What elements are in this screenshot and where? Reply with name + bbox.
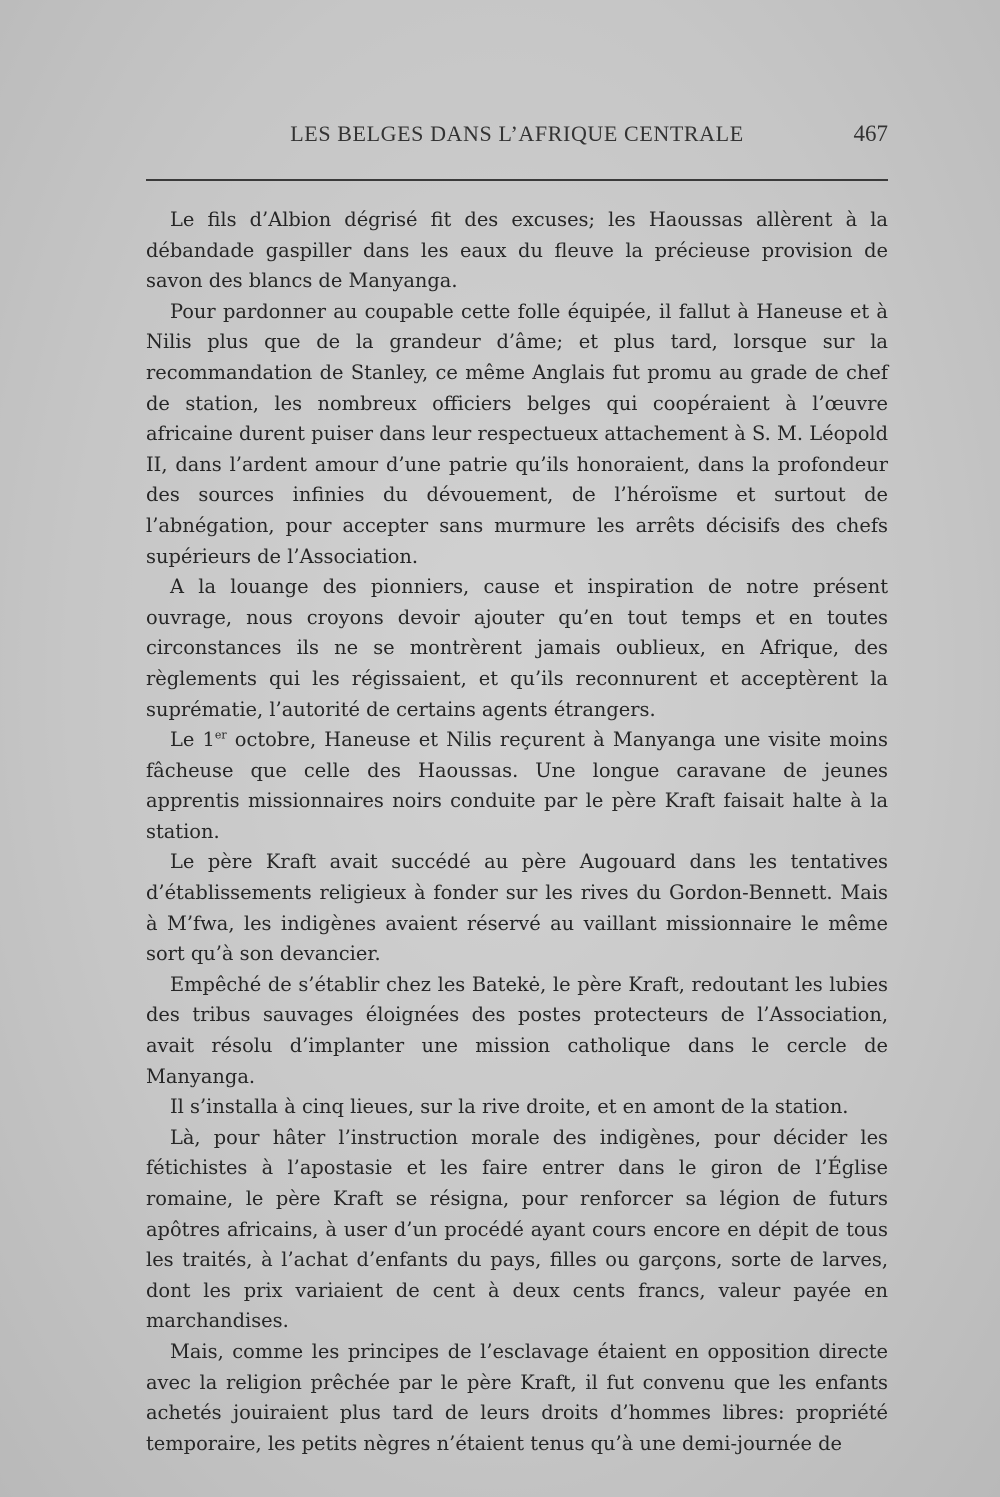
- paragraph: Il s’installa à cinq lieues, sur la rive droite, et en amont de la station.: [170, 1095, 849, 1119]
- paragraph: Mais, comme les principes de l’esclavage étaient en opposition directe avec la religion prêchée par le père Kraft, il fut convenu que les enfants achetés jouiraient plus tard de leurs droits d’hommes libres: propriété temporaire, les petits nègres n’étaient tenus qu’à une demi-journée de: [146, 1339, 888, 1455]
- header-rule: [146, 179, 888, 181]
- paragraph: Le père Kraft avait succédé au père Augouard dans les tentatives d’établissements religieux à fonder sur les rives du Gordon-Bennett. Mais à M’fwa, les indigènes avaient réservé au vaillant missionnaire le même sort qu’à son devancier.: [146, 850, 888, 966]
- paragraph: A la louange des pionniers, cause et inspiration de notre présent ouvrage, nous croyons devoir ajouter qu’en tout temps et en toutes circonstances ils ne se montrèrent jamais oublieux, en Afrique, des règlements qui les régissaient, et qu’ils reconnurent et acceptèrent la suprématie, l’autorité de certains agents étrangers.: [146, 575, 888, 721]
- paragraph-text: Le 1: [170, 728, 215, 752]
- paragraph-text: octobre, Haneuse et Nilis reçurent à Manyanga une visite moins fâcheuse que celle des Haoussas. Une longue caravane de jeunes apprentis missionnaires noirs conduite par le père Kraft faisait halte à la station.: [146, 728, 888, 843]
- ordinal-suffix: er: [214, 728, 227, 742]
- paragraph: Pour pardonner au coupable cette folle équipée, il fallut à Haneuse et à Nilis plus que de la grandeur d’âme; et plus tard, lorsque sur la recommandation de Stanley, ce même Anglais fut promu au grade de chef de station, les nombreux officiers belges qui coopéraient à l’œuvre africaine durent puiser dans leur respectueux attachement à S. M. Léopold II, dans l’ardent amour d’une patrie qu’ils honoraient, dans la profondeur des sources infinies du dévouement, de l’héroïsme et surtout de l’abnégation, pour accepter sans murmure les arrêts décisifs des chefs supérieurs de l’Association.: [146, 299, 888, 568]
- paragraph: Empêché de s’établir chez les Batekė, le père Kraft, redoutant les lubies des tribus sauvages éloignées des postes protecteurs de l’Association, avait résolu d’implanter une mission catholique dans le cercle de Manyanga.: [146, 972, 888, 1088]
- running-head: [146, 121, 888, 153]
- paragraph: Là, pour hâter l’instruction morale des indigènes, pour décider les fétichistes à l’apostasie et les faire entrer dans le giron de l’Église romaine, le père Kraft se résigna, pour renforcer sa légion de futurs apôtres africains, à user d’un procédé ayant cours encore en dépit de tous les traités, à l’achat d’enfants du pays, filles ou garçons, sorte de larves, dont les prix variaient de cent à deux cents francs, valeur payée en marchandises.: [146, 1125, 888, 1333]
- page-number: 467: [853, 121, 888, 146]
- body-text: [146, 205, 888, 1459]
- paragraph: Le fils d’Albion dégrisé fit des excuses; les Haoussas allèrent à la débandade gaspiller dans les eaux du fleuve la précieuse provision de savon des blancs de Manyanga.: [146, 208, 888, 293]
- running-title: LES BELGES DANS L’AFRIQUE CENTRALE: [290, 121, 744, 146]
- paragraph: [146, 725, 888, 847]
